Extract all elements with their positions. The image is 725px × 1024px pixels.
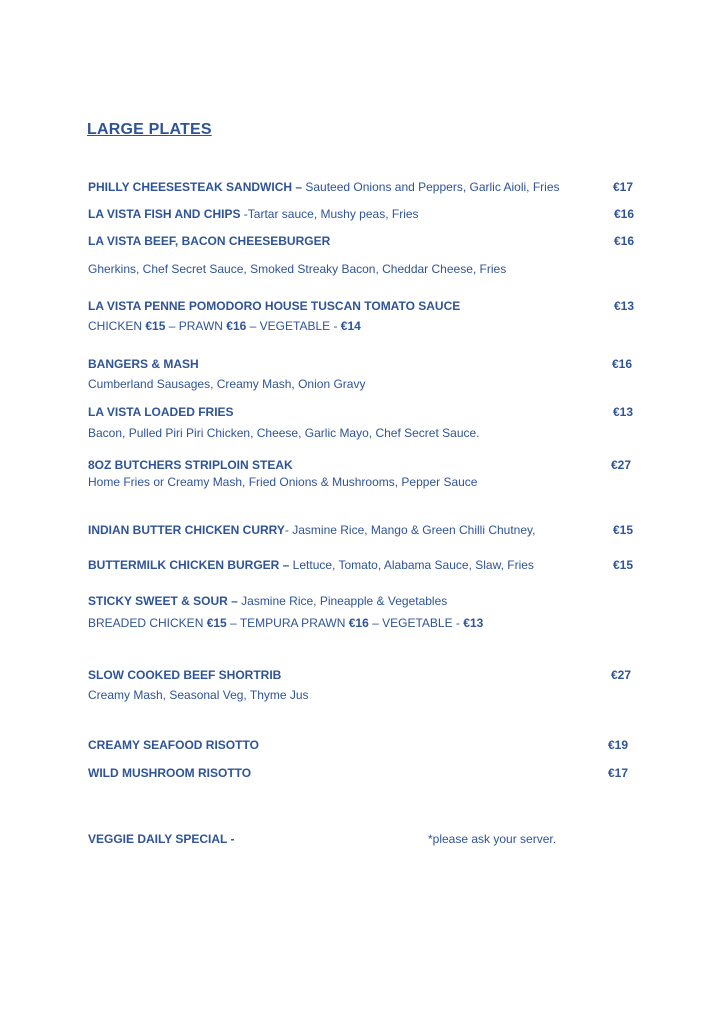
menu-item-loaded-fries xyxy=(88,405,234,419)
item-price: €17 xyxy=(613,180,634,194)
item-description: Tartar sauce, Mushy peas, Fries xyxy=(247,207,419,221)
menu-item-philly-cheesesteak xyxy=(88,180,560,194)
option-price: €16 xyxy=(226,319,247,333)
item-description: Cumberland Sausages, Creamy Mash, Onion Gravy xyxy=(88,377,366,391)
option-price: €15 xyxy=(206,616,227,630)
item-name: 8OZ BUTCHERS STRIPLOIN STEAK xyxy=(88,458,293,472)
special-note: *please ask your server. xyxy=(428,832,557,846)
item-name: LA VISTA LOADED FRIES xyxy=(88,405,234,419)
option-price: €15 xyxy=(145,319,166,333)
item-separator: – xyxy=(292,180,306,194)
item-name: INDIAN BUTTER CHICKEN CURRY xyxy=(88,523,285,537)
option-label: CHICKEN xyxy=(88,319,146,333)
option-label: – PRAWN xyxy=(165,319,227,333)
item-name: BUTTERMILK CHICKEN BURGER xyxy=(88,558,280,572)
page-title: LARGE PLATES xyxy=(87,121,212,138)
item-name: LA VISTA BEEF, BACON CHEESEBURGER xyxy=(88,234,331,248)
item-description: Sauteed Onions and Peppers, Garlic Aioli, Fries xyxy=(305,180,560,194)
option-price: €14 xyxy=(340,319,361,333)
menu-item-penne-pomodoro xyxy=(88,299,460,313)
item-name: BANGERS & MASH xyxy=(88,357,199,371)
item-name: CREAMY SEAFOOD RISOTTO xyxy=(88,738,259,752)
item-price: €16 xyxy=(612,357,633,371)
option-label: – VEGETABLE - xyxy=(368,616,464,630)
item-price: €27 xyxy=(611,668,632,682)
item-price: €16 xyxy=(614,234,635,248)
option-label: – VEGETABLE - xyxy=(246,319,341,333)
option-price: €13 xyxy=(463,616,484,630)
menu-item-cheeseburger xyxy=(88,234,330,248)
menu-item-striploin-steak xyxy=(88,458,293,472)
item-description: Gherkins, Chef Secret Sauce, Smoked Streaky Bacon, Cheddar Cheese, Fries xyxy=(88,262,507,276)
item-options xyxy=(88,319,361,333)
menu-item-buttermilk-chicken-burger xyxy=(88,558,534,572)
item-name: STICKY SWEET & SOUR xyxy=(88,594,228,608)
item-description: Creamy Mash, Seasonal Veg, Thyme Jus xyxy=(88,688,309,702)
item-description: Home Fries or Creamy Mash, Fried Onions & Mushrooms, Pepper Sauce xyxy=(88,475,478,489)
item-name: WILD MUSHROOM RISOTTO xyxy=(88,766,252,780)
menu-item-seafood-risotto xyxy=(88,738,259,752)
item-price: €27 xyxy=(611,458,632,472)
item-name: PHILLY CHEESESTEAK SANDWICH xyxy=(88,180,293,194)
item-name: LA VISTA FISH AND CHIPS xyxy=(88,207,241,221)
item-name: LA VISTA PENNE POMODORO HOUSE TUSCAN TOMATO SAUCE xyxy=(88,299,461,313)
veggie-special xyxy=(88,832,234,846)
menu-item-mushroom-risotto xyxy=(88,766,251,780)
item-options xyxy=(88,616,483,630)
item-name: SLOW COOKED BEEF SHORTRIB xyxy=(88,668,282,682)
item-separator: – xyxy=(279,558,293,572)
item-description: Bacon, Pulled Piri Piri Chicken, Cheese, Garlic Mayo, Chef Secret Sauce. xyxy=(88,426,480,440)
item-description: Lettuce, Tomato, Alabama Sauce, Slaw, Fries xyxy=(292,558,534,572)
item-description: Jasmine Rice, Mango & Green Chilli Chutney, xyxy=(292,523,536,537)
menu-item-sticky-sweet-sour xyxy=(88,594,447,608)
item-separator: - xyxy=(284,523,293,537)
option-label: BREADED CHICKEN xyxy=(88,616,207,630)
option-price: €16 xyxy=(348,616,369,630)
item-separator: – xyxy=(227,594,242,608)
item-description: Jasmine Rice, Pineapple & Vegetables xyxy=(241,594,448,608)
special-label: VEGGIE DAILY SPECIAL - xyxy=(88,832,235,846)
item-separator: - xyxy=(240,207,248,221)
menu-item-butter-chicken-curry xyxy=(88,523,535,537)
item-price: €13 xyxy=(614,299,635,313)
option-label: – TEMPURA PRAWN xyxy=(226,616,349,630)
item-price: €17 xyxy=(608,766,629,780)
item-price: €19 xyxy=(608,738,629,752)
item-price: €13 xyxy=(613,405,634,419)
menu-item-bangers-mash xyxy=(88,357,199,371)
menu-item-beef-shortrib xyxy=(88,668,281,682)
menu-item-fish-and-chips xyxy=(88,207,419,221)
item-price: €15 xyxy=(613,558,634,572)
item-price: €16 xyxy=(614,207,635,221)
item-price: €15 xyxy=(613,523,634,537)
